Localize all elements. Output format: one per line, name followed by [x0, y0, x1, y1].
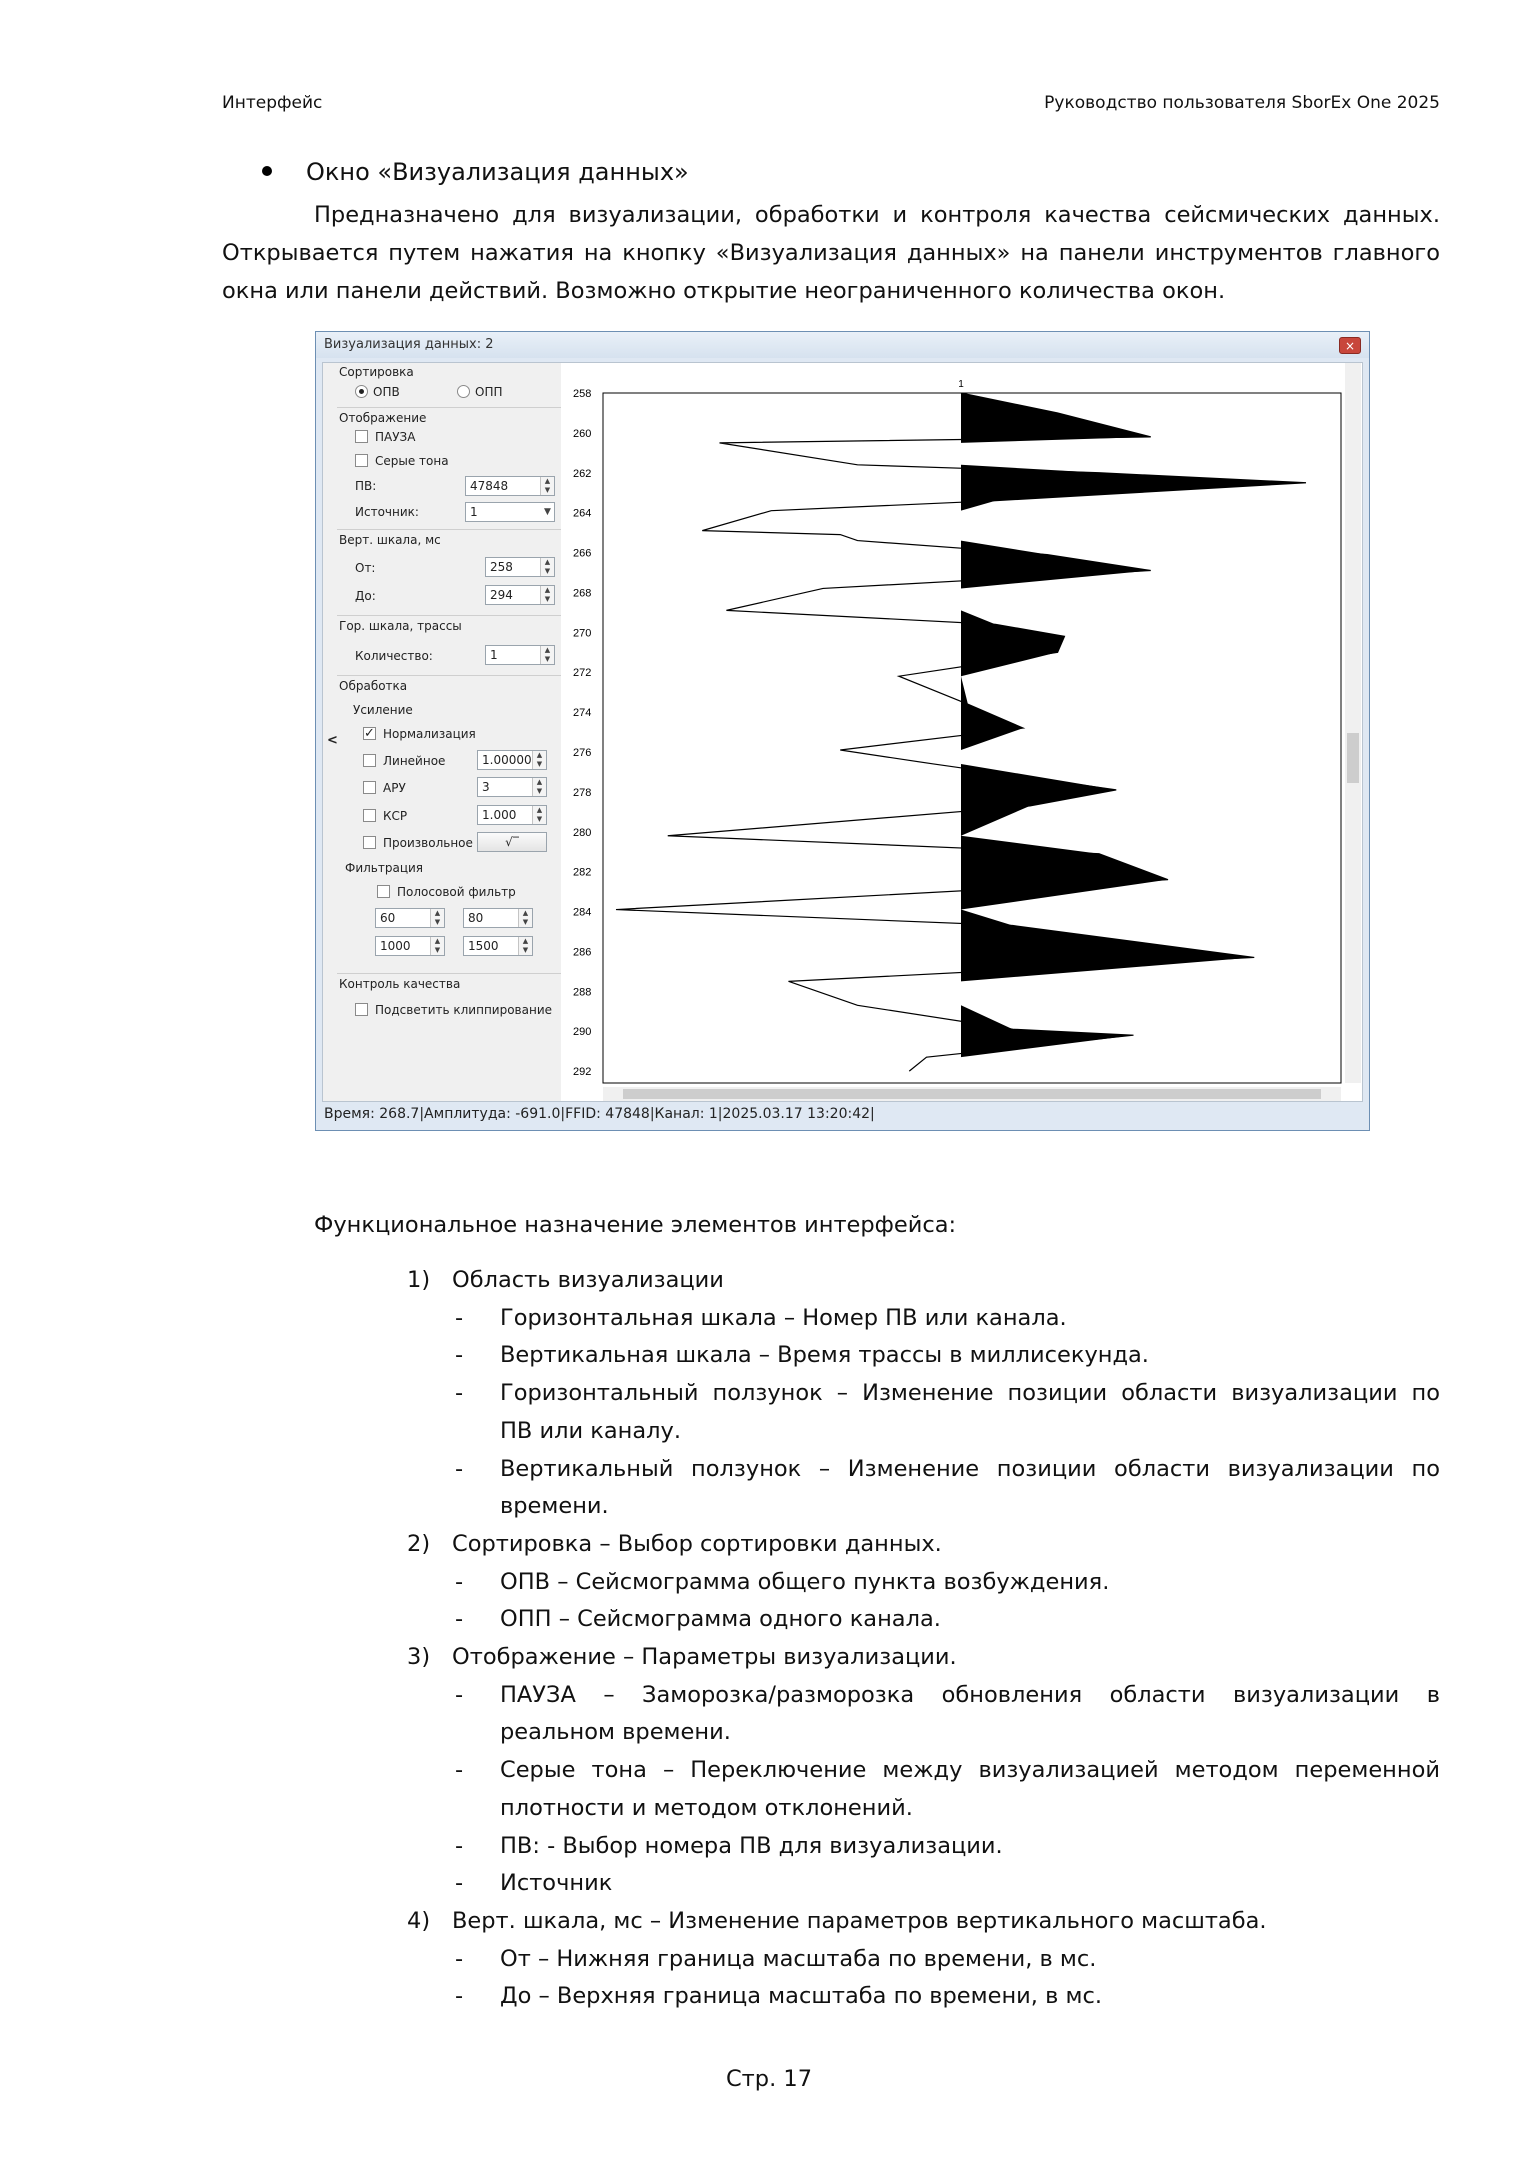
hscale-count-input[interactable] [485, 645, 555, 665]
vertical-scroll-thumb [1347, 733, 1359, 783]
list-item-text: Горизонтальный ползунок – Изменение позиции области визуализации по [500, 1380, 1440, 1407]
list-dash: - [455, 1342, 464, 1369]
list-number: 2) [407, 1530, 431, 1557]
horizontal-scroll-thumb [623, 1089, 1321, 1099]
filter-f2-input[interactable] [463, 908, 533, 928]
divider [337, 407, 561, 408]
data-visualization-window [315, 331, 1370, 1131]
spin-arrows-icon[interactable]: ▲ ▼ [430, 909, 444, 927]
list-item-continuation: ПВ или каналу. [500, 1417, 682, 1444]
intro-paragraph [222, 196, 1440, 310]
list-item-text: ПВ: - Выбор номера ПВ для визуализации. [500, 1832, 1003, 1859]
list-item-text: Область визуализации [452, 1267, 724, 1293]
y-tick-label: 274 [573, 707, 592, 720]
source-select[interactable] [465, 502, 555, 522]
window-body [322, 362, 1363, 1102]
vscale-to-label: До: [355, 589, 376, 603]
hscale-count-value: 1 [490, 648, 498, 662]
radio-opv[interactable] [355, 385, 368, 398]
y-tick-label: 272 [573, 667, 592, 680]
list-dash: - [455, 1568, 464, 1595]
section-title [262, 158, 689, 186]
bullet-dot-icon [262, 166, 272, 176]
ksr-label: КСР [383, 809, 408, 823]
spin-arrows-icon[interactable]: ▲ ▼ [532, 806, 546, 824]
filter-f2-value: 80 [468, 911, 484, 925]
list-item-text: Горизонтальная шкала – Номер ПВ или канала. [500, 1304, 1067, 1331]
spin-arrows-icon[interactable]: ▲ ▼ [540, 477, 554, 495]
filter-f4-input[interactable] [463, 936, 533, 956]
list-dash: - [455, 1606, 464, 1633]
bandpass-checkbox[interactable] [377, 885, 390, 898]
y-tick-label: 284 [573, 906, 592, 919]
list-dash: - [455, 1455, 464, 1482]
filter-f3-input[interactable] [375, 936, 445, 956]
close-button[interactable]: × [1339, 337, 1361, 354]
spin-arrows-icon[interactable]: ▲ ▼ [540, 646, 554, 664]
pv-value: 47848 [470, 479, 509, 493]
display-group-title: Отображение [339, 411, 427, 425]
list-number: 4) [407, 1907, 431, 1934]
divider [337, 529, 561, 530]
ksr-checkbox[interactable] [363, 809, 376, 822]
list-dash: - [455, 1757, 464, 1784]
gray-tones-label: Серые тона [375, 454, 449, 468]
y-tick-label: 266 [573, 547, 592, 560]
linear-value: 1.00000 [482, 753, 532, 767]
list-item-text: Сортировка – Выбор сортировки данных. [452, 1530, 942, 1557]
section-title-text: Окно «Визуализация данных» [306, 158, 689, 186]
y-tick-label: 258 [573, 388, 592, 400]
y-tick-label: 278 [573, 786, 592, 799]
spin-arrows-icon[interactable]: ▲ ▼ [540, 586, 554, 604]
header-right: Руководство пользователя SborEx One 2025 [1044, 93, 1440, 113]
pv-label: ПВ: [355, 479, 377, 493]
list-item-continuation: времени. [500, 1493, 609, 1520]
seismic-chart[interactable] [561, 363, 1363, 1102]
aru-input[interactable] [477, 777, 547, 797]
ksr-input[interactable] [477, 805, 547, 825]
y-tick-label: 262 [573, 467, 592, 480]
radio-opv-label: ОПВ [373, 385, 400, 399]
intro-text: Предназначено для визуализации, обработки и контроля качества сейсмических данных. Открывается путем нажатия на кнопку «Визуализация данных» на панели инструментов главного окна или панели действий. Возможно открытие неограниченного количества окон. [222, 202, 1440, 304]
window-title: Визуализация данных: 2 [316, 332, 1369, 358]
y-tick-label: 264 [573, 507, 592, 520]
y-tick-label: 290 [573, 1026, 592, 1039]
aru-value: 3 [482, 780, 490, 794]
linear-checkbox[interactable] [363, 754, 376, 767]
list-item-text: Отображение – Параметры визуализации. [452, 1644, 957, 1670]
list-dash: - [455, 1983, 464, 2010]
vertical-scrollbar [1345, 363, 1361, 1083]
list-dash: - [455, 1681, 464, 1708]
list-item-continuation: плотности и методом отклонений. [500, 1794, 913, 1821]
source-value: 1 [470, 505, 478, 519]
hscale-count-label: Количество: [355, 649, 433, 663]
radio-opp[interactable] [457, 385, 470, 398]
normalization-label: Нормализация [383, 727, 476, 741]
custom-formula-button[interactable]: √‾ [477, 832, 547, 852]
filter-f1-value: 60 [380, 911, 396, 925]
y-tick-label: 260 [573, 427, 592, 440]
status-bar: Время: 268.7|Амплитуда: -691.0|FFID: 47848|Канал: 1|2025.03.17 13:20:42| [324, 1106, 875, 1122]
functional-title: Функциональное назначение элементов интерфейса: [314, 1212, 957, 1238]
ksr-value: 1.000 [482, 808, 517, 822]
list-dash: - [455, 1870, 464, 1897]
gain-group-title: Усиление [353, 703, 413, 717]
quality-group-title: Контроль качества [339, 977, 461, 991]
y-tick-label: 270 [573, 627, 592, 640]
spin-arrows-icon[interactable]: ▲ ▼ [532, 751, 546, 769]
custom-label: Произвольное [383, 836, 473, 850]
vscale-from-input[interactable] [485, 557, 555, 577]
gray-tones-checkbox[interactable] [355, 454, 368, 467]
filter-f3-value: 1000 [380, 939, 411, 953]
list-item-text: Вертикальный ползунок – Изменение позиции области визуализации по [500, 1455, 1440, 1482]
vscale-from-value: 258 [490, 560, 513, 574]
filter-f1-input[interactable] [375, 908, 445, 928]
y-tick-label: 286 [573, 946, 592, 959]
vscale-group-title: Верт. шкала, мс [339, 533, 441, 547]
spin-arrows-icon[interactable]: ▲ ▼ [518, 937, 532, 955]
list-dash: - [455, 1832, 464, 1859]
normalization-checkbox[interactable]: ✓ [364, 726, 375, 741]
pv-input[interactable] [465, 476, 555, 496]
pause-label: ПАУЗА [375, 430, 416, 444]
list-item-text: Вертикальная шкала – Время трассы в миллисекунда. [500, 1342, 1149, 1369]
divider [337, 675, 561, 676]
clip-label: Подсветить клиппирование [375, 1003, 552, 1017]
vscale-to-input[interactable] [485, 585, 555, 605]
bandpass-label: Полосовой фильтр [397, 885, 516, 899]
vscale-from-label: От: [355, 561, 376, 575]
divider [337, 973, 561, 974]
list-item-text: Серые тона – Переключение между визуализацией методом переменной [500, 1757, 1440, 1784]
aru-label: АРУ [383, 781, 406, 795]
divider [337, 615, 561, 616]
list-item-text: ОПВ – Сейсмограмма общего пункта возбуждения. [500, 1568, 1110, 1595]
spin-arrows-icon[interactable]: ▲ ▼ [540, 558, 554, 576]
linear-input[interactable] [477, 750, 547, 770]
custom-checkbox[interactable] [363, 836, 376, 849]
source-label: Источник: [355, 505, 419, 519]
header-left: Интерфейс [222, 93, 323, 113]
hscale-group-title: Гор. шкала, трассы [339, 619, 462, 633]
y-tick-label: 282 [573, 866, 592, 879]
list-item-text: До – Верхняя граница масштаба по времени, в мс. [500, 1983, 1102, 2010]
y-tick-label: 288 [573, 986, 592, 999]
spin-arrows-icon[interactable]: ▲ ▼ [532, 778, 546, 796]
pause-checkbox[interactable] [355, 430, 368, 443]
spin-arrows-icon[interactable]: ▲ ▼ [518, 909, 532, 927]
chevron-down-icon[interactable]: ▼ [541, 503, 554, 521]
list-item-text: ОПП – Сейсмограмма одного канала. [500, 1606, 941, 1633]
vscale-to-value: 294 [490, 588, 513, 602]
y-tick-label: 280 [573, 826, 592, 839]
list-number: 1) [407, 1267, 431, 1293]
list-dash: - [455, 1304, 464, 1331]
list-item-continuation: реальном времени. [500, 1719, 731, 1746]
list-dash: - [455, 1945, 464, 1972]
aru-checkbox[interactable] [363, 781, 376, 794]
list-item-text: Источник [500, 1870, 613, 1897]
processing-group-title: Обработка [339, 679, 408, 693]
clip-checkbox[interactable] [355, 1003, 368, 1016]
list-item-text: От – Нижняя граница масштаба по времени, в мс. [500, 1945, 1097, 1972]
y-tick-label: 268 [573, 587, 592, 600]
trace-number-label: 1 [958, 379, 964, 390]
collapse-panel-button[interactable]: < [327, 733, 338, 748]
list-number: 3) [407, 1644, 431, 1670]
page-number: Стр. 17 [725, 2066, 813, 2092]
sort-group-title: Сортировка [339, 365, 414, 379]
spin-arrows-icon[interactable]: ▲ ▼ [430, 937, 444, 955]
y-tick-label: 276 [573, 747, 592, 759]
list-item-text: Верт. шкала, мс – Изменение параметров вертикального масштаба. [452, 1907, 1267, 1934]
filter-group-title: Фильтрация [345, 861, 424, 875]
y-tick-label: 292 [573, 1066, 592, 1079]
settings-panel [323, 363, 561, 1102]
radio-opp-label: ОПП [475, 385, 503, 399]
filter-f4-value: 1500 [468, 939, 499, 953]
list-dash: - [455, 1380, 464, 1407]
list-item-text: ПАУЗА – Заморозка/разморозка обновления области визуализации в [500, 1681, 1440, 1708]
visualization-area[interactable] [561, 363, 1363, 1102]
linear-label: Линейное [383, 754, 446, 768]
